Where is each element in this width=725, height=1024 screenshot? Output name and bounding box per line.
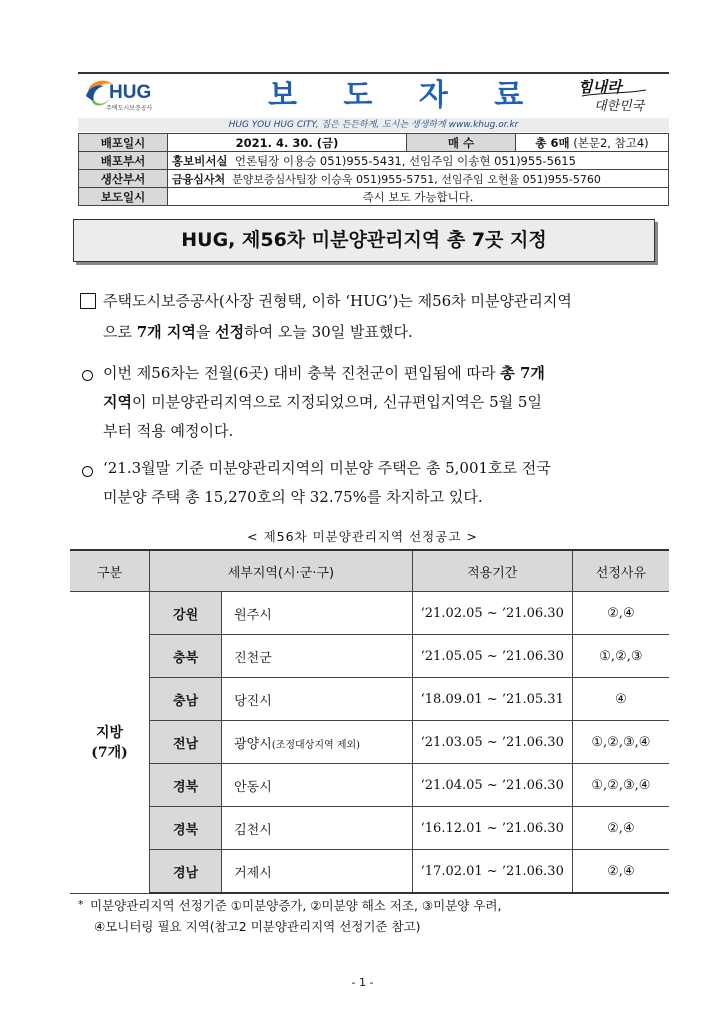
p1-bold-b: 선정	[215, 323, 245, 341]
p1-text-a: 으로	[103, 323, 137, 341]
city: 안동시	[222, 764, 413, 807]
reasons: ①,②,③,④	[572, 764, 669, 807]
header-reason: 선정사유	[572, 550, 669, 592]
p2-line3: 부터 적용 예정이다.	[103, 422, 234, 440]
p1-text-c: 하여 오늘 30일 발표했다.	[244, 323, 413, 341]
header-period: 적용기간	[412, 550, 572, 592]
p2-bold-b: 지역	[103, 393, 132, 411]
prod-name: 금융심사처	[172, 172, 226, 186]
p1-bold-a: 7개 지역	[136, 323, 196, 341]
dept-name: 홍보비서실	[172, 153, 228, 168]
reasons: ①,②,③,④	[572, 721, 669, 764]
table-row	[70, 635, 669, 678]
dept-label: 배포부서	[79, 152, 168, 170]
city: 원주시	[222, 592, 413, 635]
square-bullet-icon	[80, 293, 96, 309]
prod-label: 생산부서	[79, 170, 168, 188]
prod-cell	[168, 170, 669, 188]
dept-cell	[168, 152, 669, 170]
province: 충북	[150, 635, 222, 678]
reasons: ②,④	[572, 592, 669, 635]
headline: HUG, 제56차 미분양관리지역 총 7곳 지정	[73, 219, 655, 262]
logo-subtitle: 주택도시보증공사	[106, 105, 153, 112]
table-caption: < 제56차 미분양관리지역 선정공고 >	[247, 529, 478, 544]
period: ‘21.04.05 ~ ’21.06.30	[412, 764, 572, 807]
p1-line1: 주택도시보증공사(사장 권형택, 이하 ‘HUG’)는 제56차 미분양관리지역	[103, 292, 572, 310]
table-row	[70, 807, 669, 850]
asterisk-icon: *	[78, 898, 84, 911]
table-row	[70, 678, 669, 721]
table-row	[70, 764, 669, 807]
date-value: 2021. 4. 30. (금)	[168, 134, 407, 152]
province: 강원	[150, 592, 222, 635]
table-row	[70, 850, 669, 894]
province: 전남	[150, 721, 222, 764]
city: 김천시	[222, 807, 413, 850]
page-title: 보 도 자 료	[268, 78, 542, 113]
slogan-bar: HUG YOU HUG CITY, 집은 든든하게, 도시는 생생하게 www.khug.or.kr	[78, 118, 669, 132]
province: 경북	[150, 807, 222, 850]
p2-text-a: 이번 제56차는 전월(6곳) 대비 충북 진천군이 편입됨에 따라	[103, 364, 501, 382]
pages-label: 매 수	[407, 134, 516, 152]
footnote-line1: 미분양관리지역 선정기준 ①미분양증가, ②미분양 해소 저조, ③미분양 우려,	[90, 898, 502, 913]
region-cell	[70, 592, 150, 894]
table-row	[70, 592, 669, 635]
dept-contact: 언론팀장 이용승 051)955-5431, 선임주임 이송현 051)955-5615	[234, 153, 576, 168]
city: 광양시	[234, 736, 272, 752]
pages-value: 총 6매	[535, 135, 570, 150]
circle-bullet-icon	[82, 370, 93, 381]
footnote-line2: ④모니터링 필요 지역(참고2 미분양관리지역 선정기준 참고)	[94, 919, 421, 934]
period: ‘21.03.05 ~ ’21.06.30	[412, 721, 572, 764]
p3-line2: 미분양 주택 총 15,270호의 약 32.75%를 차지하고 있다.	[103, 488, 483, 506]
header-region: 세부지역(시·군·구)	[150, 550, 413, 592]
province: 경북	[150, 764, 222, 807]
pages-note: (본문2, 참고4)	[573, 135, 649, 150]
city-note: (조정대상지역 제외)	[271, 739, 361, 751]
p3-line1: ‘21.3월말 기준 미분양관리지역의 미분양 주택은 총 5,001호로 전국	[103, 459, 551, 477]
svg-text:대한민국: 대한민국	[594, 99, 645, 114]
p1-line2	[103, 321, 413, 342]
designation-table	[70, 549, 669, 894]
period: ‘16.12.01 ~ ’21.06.30	[412, 807, 572, 850]
page-number: - 1 -	[351, 976, 374, 989]
date-label: 배포일시	[79, 134, 168, 152]
slogan-calligraphy-icon	[574, 74, 654, 116]
svg-text:힘내라: 힘내라	[578, 78, 622, 96]
city: 거제시	[222, 850, 413, 894]
period: ‘21.05.05 ~ ’21.06.30	[412, 635, 572, 678]
province: 충남	[150, 678, 222, 721]
p2-line1	[103, 362, 545, 383]
header-category: 구분	[70, 550, 150, 592]
period: ‘18.09.01 ~ ’21.05.31	[412, 678, 572, 721]
reasons: ④	[572, 678, 669, 721]
logo-text: HUG	[109, 82, 152, 103]
release-label: 보도일시	[79, 188, 168, 206]
period: ‘21.02.05 ~ ’21.06.30	[412, 592, 572, 635]
reasons: ②,④	[572, 850, 669, 894]
reasons: ②,④	[572, 807, 669, 850]
p1-text-b: 을	[195, 323, 216, 341]
prod-contact: 분양보증심사팀장 이승욱 051)955-5751, 선임주임 오현율 051)955-5760	[232, 172, 601, 186]
release-value: 즉시 보도 가능합니다.	[168, 188, 669, 206]
pages-cell	[516, 134, 669, 152]
release-info-table	[78, 133, 669, 206]
region-name: 지방	[95, 725, 124, 742]
p2-bold-a: 총 7개	[500, 364, 545, 382]
region-count: (7개)	[91, 745, 128, 762]
province: 경남	[150, 850, 222, 894]
period: ‘17.02.01 ~ ’21.06.30	[412, 850, 572, 894]
table-row	[70, 721, 669, 764]
city: 당진시	[222, 678, 413, 721]
p2-text-b: 이 미분양관리지역으로 지정되었으며, 신규편입지역은 5월 5일	[131, 393, 542, 411]
city: 진천군	[222, 635, 413, 678]
circle-bullet-icon	[82, 466, 93, 477]
p2-line2	[103, 391, 542, 412]
reasons: ①,②,③	[572, 635, 669, 678]
city-cell	[222, 721, 413, 764]
